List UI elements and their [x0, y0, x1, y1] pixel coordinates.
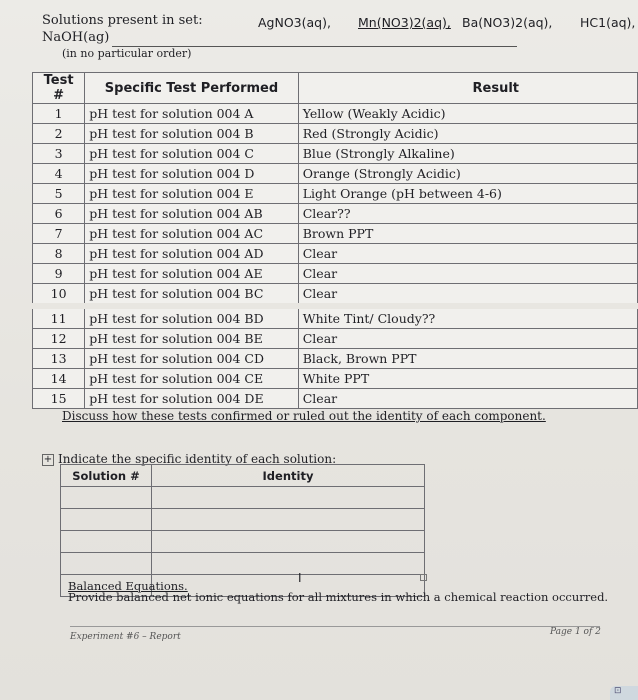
col-identity: Identity [152, 465, 425, 487]
table-row [33, 104, 638, 124]
table-row [33, 349, 638, 369]
test-result: White Tint/ Cloudy?? [298, 306, 637, 329]
table-row [33, 329, 638, 349]
test-number: 14 [33, 369, 85, 389]
col-specific-test: Specific Test Performed [85, 73, 299, 104]
identity-row[interactable] [61, 531, 425, 553]
identity-header-row [61, 465, 425, 487]
balanced-title: Balanced Equations. [68, 579, 188, 593]
tests-table [32, 72, 638, 409]
test-description: pH test for solution 004 C [85, 144, 299, 164]
test-description: pH test for solution 004 AD [85, 244, 299, 264]
test-description: pH test for solution 004 CE [85, 369, 299, 389]
test-description: pH test for solution 004 D [85, 164, 299, 184]
table-row [33, 369, 638, 389]
test-description: pH test for solution 004 BE [85, 329, 299, 349]
discuss-prompt: Discuss how these tests confirmed or ruled out the identity of each component. [62, 409, 546, 423]
solution-bano3: Ba(NO3)2(aq), [462, 15, 553, 30]
solution-hcl: HC1(aq), [580, 15, 636, 30]
identity-table [60, 464, 425, 597]
resize-handle[interactable] [420, 574, 427, 581]
test-number: 5 [33, 184, 85, 204]
table-row [33, 124, 638, 144]
test-result: Black, Brown PPT [298, 349, 637, 369]
col-test-number: Test # [33, 73, 85, 104]
test-description: pH test for solution 004 BC [85, 284, 299, 307]
test-number: 4 [33, 164, 85, 184]
balanced-prompt: Provide balanced net ionic equations for all mixtures in which a chemical reaction occurred. [68, 590, 609, 604]
test-result: Clear [298, 329, 637, 349]
expand-plus-icon[interactable]: + [43, 453, 53, 465]
test-description: pH test for solution 004 B [85, 124, 299, 144]
table-row [33, 306, 638, 329]
solution-agno3: AgNO3(aq), [258, 15, 331, 30]
test-number: 1 [33, 104, 85, 124]
test-result: Orange (Strongly Acidic) [298, 164, 637, 184]
solutions-label: Solutions present in set: [42, 13, 203, 28]
test-description: pH test for solution 004 E [85, 184, 299, 204]
test-result: White PPT [298, 369, 637, 389]
table-row [33, 389, 638, 409]
test-number: 11 [33, 306, 85, 329]
text-cursor-icon: I [298, 571, 302, 585]
order-note: (in no particular order) [62, 47, 192, 60]
test-description: pH test for solution 004 BD [85, 306, 299, 329]
table-row [33, 224, 638, 244]
footer-page: Page 1 of 2 [550, 627, 601, 637]
identify-prompt-text: Indicate the specific identity of each solution: [58, 452, 337, 466]
test-number: 10 [33, 284, 85, 307]
test-result: Red (Strongly Acidic) [298, 124, 637, 144]
test-number: 3 [33, 144, 85, 164]
solution-mnno3: Mn(NO3)2(aq), [358, 15, 451, 30]
identity-row[interactable] [61, 487, 425, 509]
solution-naoh: NaOH(ag) [42, 30, 110, 45]
test-result: Clear [298, 264, 637, 284]
table-row [33, 204, 638, 224]
table-row [33, 264, 638, 284]
test-result: Clear [298, 244, 637, 264]
test-description: pH test for solution 004 DE [85, 389, 299, 409]
table-row [33, 244, 638, 264]
test-number: 12 [33, 329, 85, 349]
test-result: Clear?? [298, 204, 637, 224]
test-description: pH test for solution 004 AB [85, 204, 299, 224]
identity-row[interactable] [61, 509, 425, 531]
test-result: Blue (Strongly Alkaline) [298, 144, 637, 164]
test-number: 6 [33, 204, 85, 224]
test-number: 9 [33, 264, 85, 284]
test-description: pH test for solution 004 AE [85, 264, 299, 284]
identity-row[interactable] [61, 553, 425, 575]
col-solution-number: Solution # [61, 465, 152, 487]
footer-rule [70, 626, 600, 627]
test-result: Clear [298, 389, 637, 409]
footer-left: Experiment #6 – Report [70, 632, 181, 642]
table-row [33, 144, 638, 164]
test-number: 8 [33, 244, 85, 264]
test-description: pH test for solution 004 AC [85, 224, 299, 244]
test-description: pH test for solution 004 CD [85, 349, 299, 369]
test-number: 15 [33, 389, 85, 409]
table-row [33, 284, 638, 307]
test-result: Yellow (Weakly Acidic) [298, 104, 637, 124]
test-number: 2 [33, 124, 85, 144]
test-result: Brown PPT [298, 224, 637, 244]
test-number: 13 [33, 349, 85, 369]
test-description: pH test for solution 004 A [85, 104, 299, 124]
table-row [33, 164, 638, 184]
col-result: Result [298, 73, 637, 104]
test-number: 7 [33, 224, 85, 244]
test-result: Clear [298, 284, 637, 307]
floating-widget-icon[interactable]: ⊡ [610, 686, 638, 700]
table-row [33, 184, 638, 204]
test-result: Light Orange (pH between 4-6) [298, 184, 637, 204]
tests-header-row [33, 73, 638, 104]
